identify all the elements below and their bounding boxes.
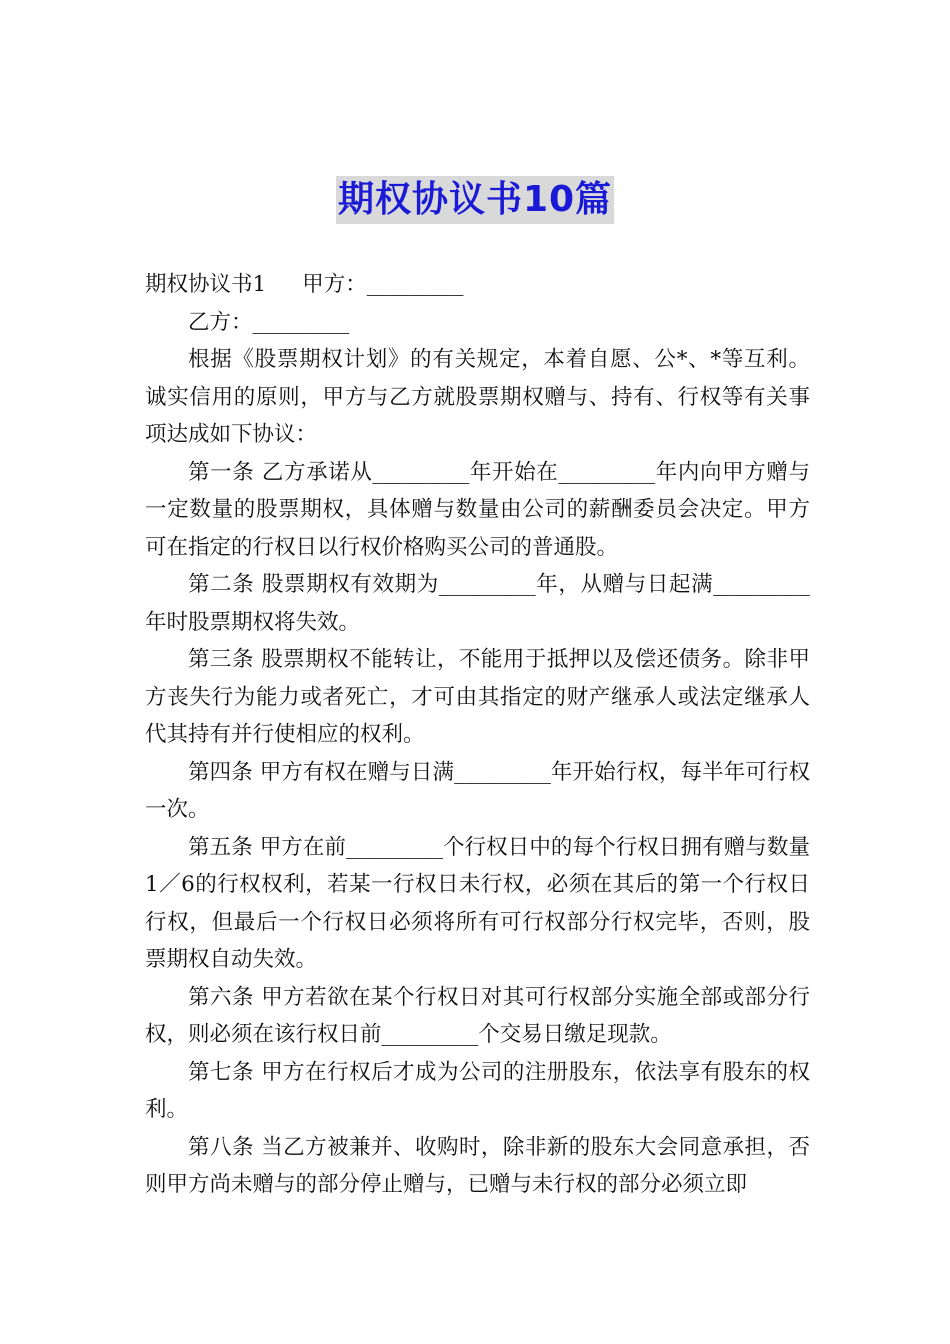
- article-2: 第二条 股票期权有效期为_________年，从赠与日起满_________年时股票期权将失效。: [145, 572, 810, 635]
- document-body: [145, 266, 810, 1204]
- article-8: 第八条 当乙方被兼并、收购时，除非新的股东大会同意承担，否则甲方尚未赠与的部分停止赠与，已赠与未行权的部分必须立即: [145, 1134, 810, 1197]
- paragraph-heading: [145, 266, 810, 304]
- title-container: [0, 176, 950, 224]
- party-a-line: 甲方：_________: [302, 272, 464, 297]
- article-1: 第一条 乙方承诺从_________年开始在_________年内向甲方赠与一定数量的股票期权，具体赠与数量由公司的薪酬委员会决定。甲方可在指定的行权日以行权价格购买公司的普通股。: [145, 459, 810, 560]
- agreement-number: 期权协议书1: [145, 272, 267, 297]
- article-5: 第五条 甲方在前_________个行权日中的每个行权日拥有赠与数量1／6的行权权利，若某一行权日未行权，必须在其后的第一个行权日行权，但最后一个行权日必须将所有可行权部分行权完毕，否则，股票期权自动失效。: [145, 834, 810, 972]
- preamble-paragraph: 根据《股票期权计划》的有关规定，本着自愿、公*、*等互利。诚实信用的原则，甲方与乙方就股票期权赠与、持有、行权等有关事项达成如下协议：: [145, 347, 810, 447]
- article-4: 第四条 甲方有权在赠与日满_________年开始行权，每半年可行权一次。: [145, 759, 810, 822]
- article-6: 第六条 甲方若欲在某个行权日对其可行权部分实施全部或部分行权，则必须在该行权日前_________个交易日缴足现款。: [145, 984, 810, 1047]
- article-3: 第三条 股票期权不能转让，不能用于抵押以及偿还债务。除非甲方丧失行为能力或者死亡，才可由其指定的财产继承人或法定继承人代其持有并行使相应的权利。: [145, 647, 810, 747]
- document-title: 期权协议书10篇: [336, 176, 614, 224]
- party-b-line: 乙方：_________: [188, 309, 350, 335]
- article-7: 第七条 甲方在行权后才成为公司的注册股东，依法享有股东的权利。: [145, 1059, 810, 1122]
